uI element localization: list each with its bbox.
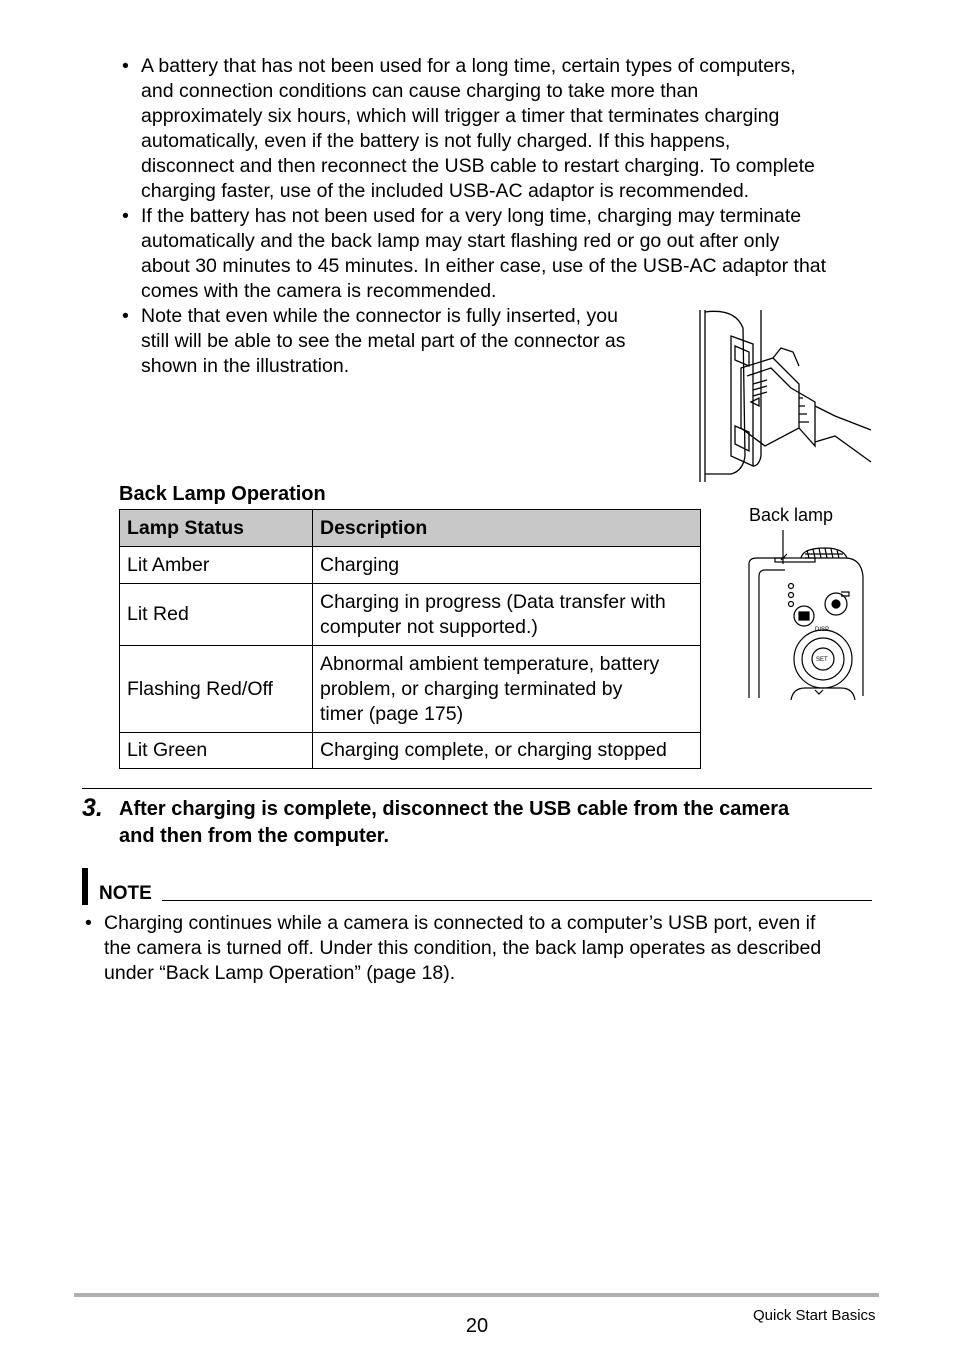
- note-label: NOTE: [99, 883, 152, 904]
- text-line: charging faster, use of the included USB-AC adaptor is recommended.: [141, 180, 750, 202]
- section-divider: [82, 788, 872, 789]
- text-line: If the battery has not been used for a very long time, charging may terminate: [141, 205, 802, 227]
- text-line: computer not supported.): [320, 615, 538, 638]
- table-header-row: [120, 510, 701, 547]
- section-title: Back Lamp Operation: [119, 483, 326, 505]
- bullet-dot: •: [122, 305, 129, 327]
- bullet-item: [122, 304, 626, 379]
- lamp-status-cell: Flashing Red/Off: [120, 646, 313, 733]
- text-line: Charging continues while a camera is connected to a computer’s USB port, even if: [104, 912, 816, 934]
- description-cell: [313, 584, 701, 646]
- text-line: automatically and the back lamp may start flashing red or go out after only: [141, 230, 780, 252]
- usb-connector-illustration: [695, 306, 873, 486]
- text-line: problem, or charging terminated by: [320, 677, 623, 700]
- text-line: the camera is turned off. Under this condition, the back lamp operates as described: [104, 937, 822, 959]
- description-cell: [313, 547, 701, 584]
- note-rule: [162, 900, 872, 901]
- text-line: and then from the computer.: [119, 825, 390, 847]
- step-number: 3.: [82, 794, 103, 822]
- text-line: disconnect and then reconnect the USB cable to restart charging. To complete: [141, 155, 815, 177]
- page-number: 20: [465, 1315, 489, 1337]
- text-line: about 30 minutes to 45 minutes. In either case, use of the USB-AC adaptor that: [141, 255, 827, 277]
- note-bar: [82, 868, 88, 905]
- disp-label: DISP: [815, 627, 830, 633]
- text-line: automatically, even if the battery is not fully charged. If this happens,: [141, 130, 731, 152]
- description-cell: [313, 646, 701, 733]
- table-row: [120, 733, 701, 769]
- text-line: Charging in progress (Data transfer with: [320, 590, 666, 613]
- table-row: [120, 547, 701, 584]
- footer-rule: [74, 1293, 879, 1297]
- text-line: Note that even while the connector is fully inserted, you: [141, 305, 618, 327]
- back-lamp-table: [119, 509, 701, 769]
- bullet-item: [122, 54, 815, 204]
- table-row: [120, 646, 701, 733]
- description-cell: [313, 733, 701, 769]
- camera-back-illustration: [745, 528, 867, 700]
- lamp-status-cell: Lit Amber: [120, 547, 313, 584]
- text-line: Abnormal ambient temperature, battery: [320, 652, 660, 675]
- column-header: Lamp Status: [120, 510, 313, 547]
- note-bullet: [85, 911, 822, 986]
- lamp-status-cell: Lit Green: [120, 733, 313, 769]
- set-button-label: SET: [816, 657, 828, 663]
- text-line: still will be able to see the metal part of the connector as: [141, 330, 626, 352]
- text-line: under “Back Lamp Operation” (page 18).: [104, 962, 456, 984]
- text-line: Charging complete, or charging stopped: [320, 739, 667, 761]
- bullet-dot: •: [122, 55, 129, 77]
- step-instruction: [119, 796, 789, 850]
- text-line: and connection conditions can cause charging to take more than: [141, 80, 699, 102]
- table-row: [120, 584, 701, 646]
- lamp-status-cell: Lit Red: [120, 584, 313, 646]
- bullet-dot: •: [122, 205, 129, 227]
- text-line: shown in the illustration.: [141, 355, 350, 377]
- back-lamp-label: Back lamp: [749, 505, 834, 525]
- text-line: comes with the camera is recommended.: [141, 280, 497, 302]
- text-line: Charging: [320, 553, 400, 576]
- bullet-dot: •: [85, 912, 92, 934]
- footer-section-name: Quick Start Basics: [753, 1307, 876, 1324]
- text-line: approximately six hours, which will trigger a timer that terminates charging: [141, 105, 780, 127]
- text-line: timer (page 175): [320, 702, 464, 725]
- text-line: A battery that has not been used for a long time, certain types of computers,: [141, 55, 796, 77]
- column-header: Description: [313, 510, 701, 547]
- bullet-item: [122, 204, 827, 304]
- text-line: After charging is complete, disconnect the USB cable from the camera: [119, 798, 790, 820]
